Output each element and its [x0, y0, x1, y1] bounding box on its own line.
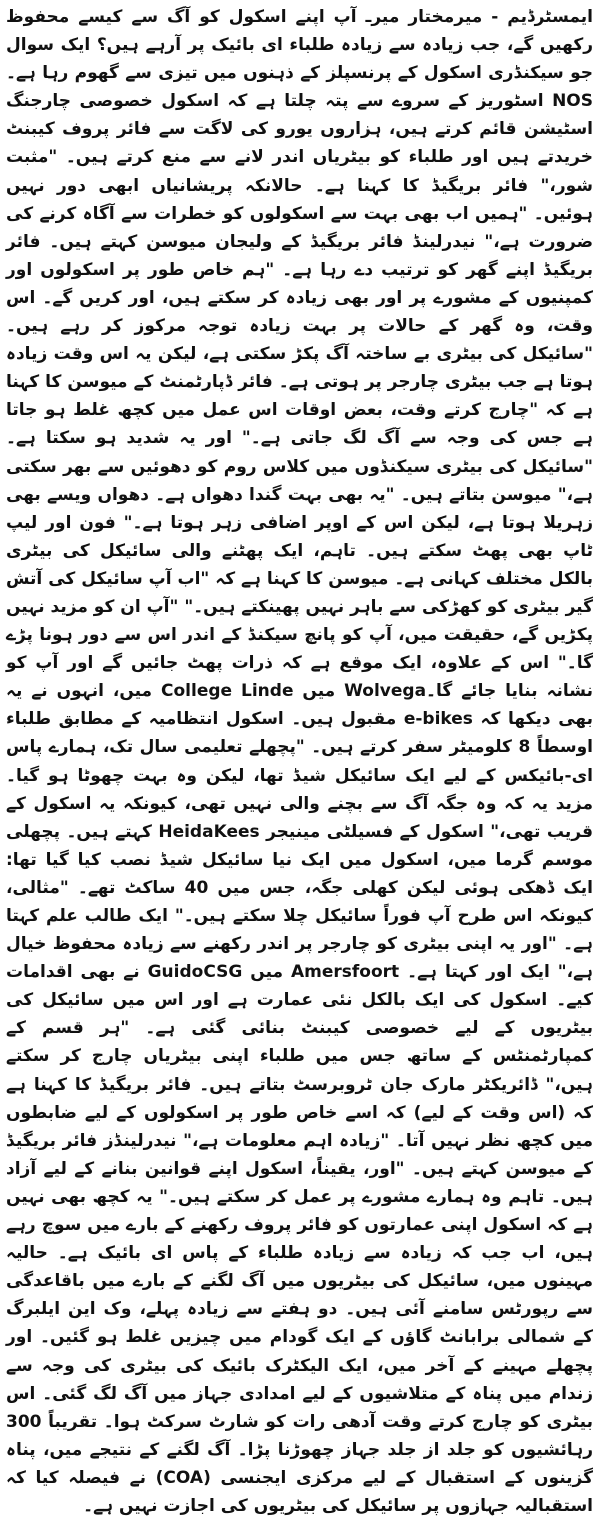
article-body: ایمسٹرڈیم - میرمختار میرـ آپ اپنے اسکول کو آگ سے کیسے محفوظ رکھیں گے، جب زیادہ سے زیادہ طلباء ای بائیک پر آرہے ہیں؟ ایک سوال جو سیکنڈری اسکول کے پرنسپلز کے ذہنوں میں تیزی سے گھوم رہا ہے۔NOS اسٹوریز کے سروے سے پتہ چلتا ہے کہ اسکول خصوصی چارجنگ اسٹیشن قائم کرتے ہیں، ہزاروں یورو کی لاگت سے فائر پروف کیبنٹ خریدتے ہیں اور طلباء کو بیٹریاں اندر لانے سے منع کرتے ہیں۔ "مثبت شور،" فائر بریگیڈ کا کہنا ہے۔ حالانکہ پریشانیاں ابھی دور نہیں ہوئیں۔ "ہمیں اب بھی بہت سے اسکولوں کو خطرات سے آگاہ کرنے کی ضرورت ہے،" نیدرلینڈ فائر بریگیڈ کے ولیجان میوسن کہتے ہیں۔ فائر بریگیڈ اپنے گھر کو ترتیب دے رہا ہے۔ "ہم خاص طور پر اسکولوں اور کمپنیوں کے مشورے پر اور بھی زیادہ کر سکتے ہیں، اور کریں گے۔ اس وقت، وہ گھر کے حالات پر بہت زیادہ توجہ مرکوز کر رہے ہیں۔ "سائیکل کی بیٹری بے ساختہ آگ پکڑ سکتی ہے، لیکن یہ اس وقت زیادہ ہوتا ہے جب بیٹری چارجر پر ہوتی ہے۔ فائر ڈپارٹمنٹ کے میوسن کا کہنا ہے کہ "چارج کرتے وقت، بعض اوقات اس عمل میں کچھ غلط ہو جاتا ہے جس کی وجہ سے آگ لگ جاتی ہے۔" اور یہ شدید ہو سکتا ہے۔ "سائیکل کی بیٹری سیکنڈوں میں کلاس روم کو دھوئیں سے بھر سکتی ہے،" میوسن بتاتے ہیں۔ "یہ بھی بہت گندا دھواں ہے۔ دھواں ویسے بھی زہریلا ہوتا ہے، لیکن اس کے اوپر اضافی زہر ہوتا ہے۔" فون اور لیپ ٹاپ بھی پھٹ سکتے ہیں۔ تاہم، ایک پھٹنے والی سائیکل کی بیٹری بالکل مختلف کہانی ہے۔ میوسن کا کہنا ہے کہ "اب آپ سائیکل کی آتش گیر بیٹری کو کھڑکی سے باہر نہیں پھینکتے ہیں۔" "آپ ان کو مزید نہیں پکڑیں گے، حقیقت میں، آپ کو پانچ سیکنڈ کے اندر اس سے دور ہونا پڑے گا۔" اس کے علاوہ، ایک موقع ہے کہ ذرات پھٹ جائیں گے اور آپ کو نشانہ بنایا جائے گا۔Wolvega میں College Linde میں، انہوں نے یہ بھی دیکھا کہ e-bikes مقبول ہیں۔ اسکول انتظامیہ کے مطابق طلباء اوسطاً 8 کلومیٹر سفر کرتے ہیں۔ "پچھلے تعلیمی سال تک، ہمارے پاس ای-بائیکس کے لیے ایک سائیکل شیڈ تھا، لیکن وہ بہت چھوٹا ہو گیا۔ مزید یہ کہ وہ جگہ آگ سے بچنے والی نہیں تھی، کیونکہ یہ اسکول کے قریب تھی،" اسکول کے فسیلٹی مینیجر HeidaKees کہتے ہیں۔ پچھلی موسم گرما میں، اسکول میں ایک نیا سائیکل شیڈ نصب کیا گیا تھا: ایک ڈھکی ہوئی لیکن کھلی جگہ، جس میں 40 ساکٹ تھے۔ "مثالی، کیونکہ اس طرح آپ فوراً سائیکل چلا سکتے ہیں۔" ایک طالب علم کہتا ہے۔ "اور یہ اپنی بیٹری کو چارجر پر اندر رکھنے سے زیادہ محفوظ خیال ہے،" ایک اور کہتا ہے۔ Amersfoort میں GuidoCSG نے بھی اقدامات کیے۔ اسکول کی ایک بالکل نئی عمارت ہے اور اس میں سائیکل کی بیٹریوں کے لیے خصوصی کیبنٹ بنائی گئی ہے۔ "ہر قسم کے کمپارٹمنٹس کے ساتھ جس میں طلباء اپنی بیٹریاں چارج کر سکتے ہیں،" ڈائریکٹر مارک جان ٹروبرسٹ بتاتے ہیں۔ فائر بریگیڈ کا کہنا ہے کہ (اس وقت کے لیے) کہ اسے خاص طور پر اسکولوں کے لیے ضابطوں میں کچھ نظر نہیں آتا۔ "زیادہ اہم معلومات ہے،" نیدرلینڈز فائر بریگیڈ کے میوسن کہتے ہیں۔ "اور، یقیناً، اسکول اپنے قوانین بنانے کے لیے آزاد ہیں۔ تاہم وہ ہمارے مشورے پر عمل کر سکتے ہیں۔" یہ کچھ بھی نہیں ہے کہ اسکول اپنی عمارتوں کو فائر پروف رکھنے کے بارے میں سوچ رہے ہیں، اب جب کہ زیادہ سے زیادہ طلباء کے پاس ای بائیک ہے۔ حالیہ مہینوں میں، سائیکل کی بیٹریوں میں آگ لگنے کے بارے میں باقاعدگی سے رپورٹس سامنے آئی ہیں۔ دو ہفتے سے زیادہ پہلے، وک این ایلبرگ کے شمالی برابانٹ گاؤں کے ایک گودام میں چیزیں غلط ہو گئیں۔ اور پچھلے مہینے کے آخر میں، ایک الیکٹرک بائیک کی بیٹری کی وجہ سے زندام میں پناہ کے متلاشیوں کے لیے امدادی جہاز میں آگ لگ گئی۔ اس بیٹری کو چارج کرتے وقت آدھی رات کو شارٹ سرکٹ ہوا۔ تقریباً 300 رہائشیوں کو جلد از جلد جہاز چھوڑنا پڑا۔ آگ لگنے کے نتیجے میں، پناہ گزینوں کے استقبال کے لیے مرکزی ایجنسی (COA) نے فیصلہ کیا کہ استقبالیہ جہازوں پر سائیکل کی بیٹریوں کی اجازت نہیں ہے۔	[6, 7, 593, 1516]
